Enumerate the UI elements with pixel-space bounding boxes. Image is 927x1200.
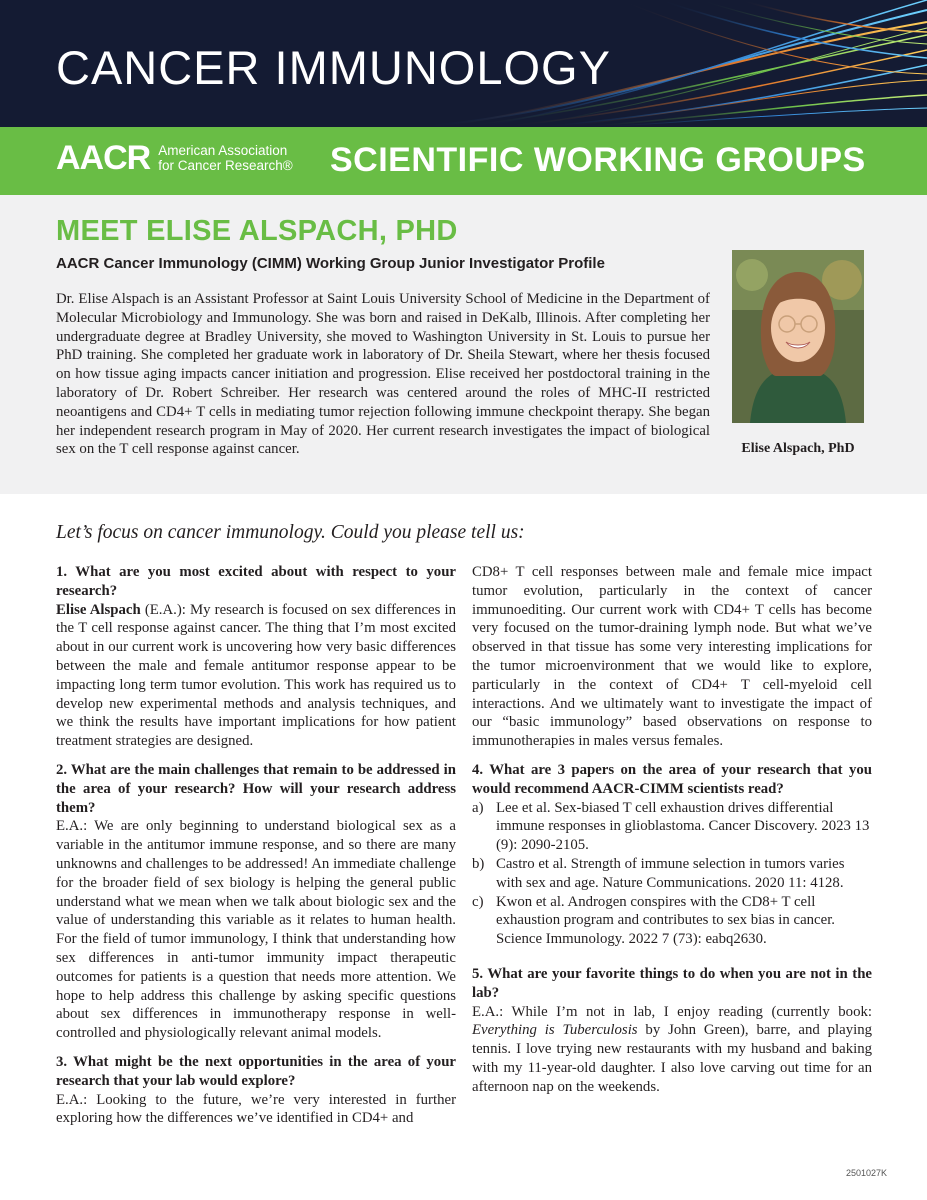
- paper-item: [472, 893, 872, 949]
- question-5: 5. What are your favorite things to do when you are not in the lab?: [472, 965, 872, 1001]
- paper-item: [472, 855, 872, 893]
- logo-text-line1: American Association: [158, 143, 288, 158]
- portrait-photo: [732, 250, 864, 423]
- interview-intro: Let’s focus on cancer immunology. Could you please tell us:: [56, 522, 525, 543]
- profile-subtitle: AACR Cancer Immunology (CIMM) Working Group Junior Investigator Profile: [56, 255, 605, 272]
- speaker-name: Elise Alspach: [56, 601, 141, 618]
- paper-citation: Castro et al. Strength of immune selection in tumors varies with sex and age. Nature Communications. 2020 11: 4128.: [496, 855, 845, 891]
- qa-1: [56, 563, 456, 751]
- answer-1: [56, 601, 456, 751]
- answer-2: E.A.: We are only beginning to understand biological sex as a variable in the antitumor immune response, and so there are many unknowns and challenges to be addressed! An immediate challenge for the broader field of sex biology is helping the general public understand what we mean when we talk about biologic sex and the value of understanding this variable as it relates to human health. For the field of tumor immunology, I think that understanding how sex differences in anti-tumor immunity impact therapeutic outcomes for patients is a question that needs more attention. We hope to help address this challenge by asking specific questions about sex differences in immunotherapy response in well-controlled and physiologically relevant animal models.: [56, 818, 456, 1042]
- answer-5-end: by John Green), barre, and playing tennis. I love trying new restaurants with my husband and baking with my 11-year-old daughter. I also love carving out time for an afternoon nap on the weekends.: [472, 1022, 873, 1095]
- question-2: 2. What are the main challenges that remain to be addressed in the area of your research? How will your research address them?: [56, 761, 456, 816]
- qa-4: [472, 761, 872, 949]
- paper-item: [472, 799, 872, 855]
- question-1: 1. What are you most excited about with respect to your research?: [56, 564, 456, 599]
- answer-3-part2: CD8+ T cell responses between male and female mice impact tumor evolution, particularly in the context of cancer immunoediting. Our current work with CD4+ T cells has become very focused on the tumor-draining lymph node. But what we’ve observed in that tissue has some very interesting implications for the tumor microenvironment that we would like to explore, particularly in the context of CD4+ T cell-myeloid cell interactions. And we ultimately want to investigate the impact of our “basic immunology” based observations on response to immunotherapies in males versus females.: [472, 564, 872, 750]
- logo-mark: AACR: [56, 139, 151, 177]
- answer-5: [472, 1003, 872, 1097]
- qa-5: [472, 965, 872, 1097]
- profile-panel: [0, 195, 927, 494]
- answer-5-start: E.A.: While I’m not in lab, I enjoy reading (currently book:: [472, 1003, 872, 1020]
- paper-citation: Lee et al. Sex-biased T cell exhaustion drives differential immune responses in glioblastoma. Cancer Discovery. 2023 13 (9): 2090-2105.: [496, 799, 870, 854]
- section-bar: [0, 127, 927, 195]
- paper-letter: a): [472, 799, 484, 816]
- qa-3: [56, 1053, 456, 1128]
- question-3: 3. What might be the next opportunities in the area of your research that your lab would explore?: [56, 1053, 456, 1089]
- header-banner: [0, 0, 927, 127]
- aacr-logo: [56, 141, 293, 175]
- logo-text: [158, 143, 293, 173]
- document-id: 2501027K: [845, 1168, 887, 1178]
- logo-text-line2: for Cancer Research®: [158, 158, 293, 173]
- paper-citation: Kwon et al. Androgen conspires with the CD8+ T cell exhaustion program and contributes to sex bias in cancer. Science Immunology. 2022 7 (73): eabq2630.: [496, 893, 835, 948]
- section-title: SCIENTIFIC WORKING GROUPS: [330, 141, 866, 179]
- qa-2: [56, 761, 456, 1043]
- profile-heading: MEET ELISE ALSPACH, PHD: [56, 215, 458, 247]
- photo-caption: Elise Alspach, PhD: [741, 441, 855, 456]
- book-title: Everything is Tuberculosis: [472, 1022, 638, 1039]
- left-column: [56, 563, 456, 1138]
- right-column: [472, 563, 872, 1107]
- paper-letter: b): [472, 855, 485, 872]
- answer-1-text: (E.A.): My research is focused on sex differences in the T cell response against cancer. The thing that I’m most excited about in our current work is uncovering how very basic differences between the male and female antitumor response appear to be impacting long term tumor evolution. This work has required us to develop new experimental methods and analysis techniques, and we think the results have important implications for how patient treatment strategies are designed.: [56, 601, 457, 750]
- banner-title: CANCER IMMUNOLOGY: [56, 41, 611, 94]
- qa-3-continued: [472, 563, 872, 751]
- answer-3-part1: E.A.: Looking to the future, we’re very interested in further exploring how the differences we’ve identified in CD4+ and: [56, 1091, 456, 1127]
- question-4: 4. What are 3 papers on the area of your research that you would recommend AACR-CIMM scientists read?: [472, 761, 872, 797]
- paper-letter: c): [472, 893, 484, 910]
- profile-bio: Dr. Elise Alspach is an Assistant Professor at Saint Louis University School of Medicine in the Department of Molecular Microbiology and Immunology. She was born and raised in DeKalb, Illinois. After completing her undergraduate degree at Bradley University, she moved to Washington University in St. Louis to pursue her PhD training. She completed her graduate work in laboratory of Dr. Sheila Stewart, where her thesis focused on how tissue aging impacts cancer initiation and progression. Elise received her postdoctoral training in the laboratory of Dr. Robert Schreiber. Her research was centered around the roles of MHC-II restricted neoantigens and CD4+ T cells in mediating tumor rejection following immune checkpoint therapy. She began her independent research program in May of 2020. Her current research investigates the impact of biological sex on the T cell response against cancer.: [56, 291, 710, 458]
